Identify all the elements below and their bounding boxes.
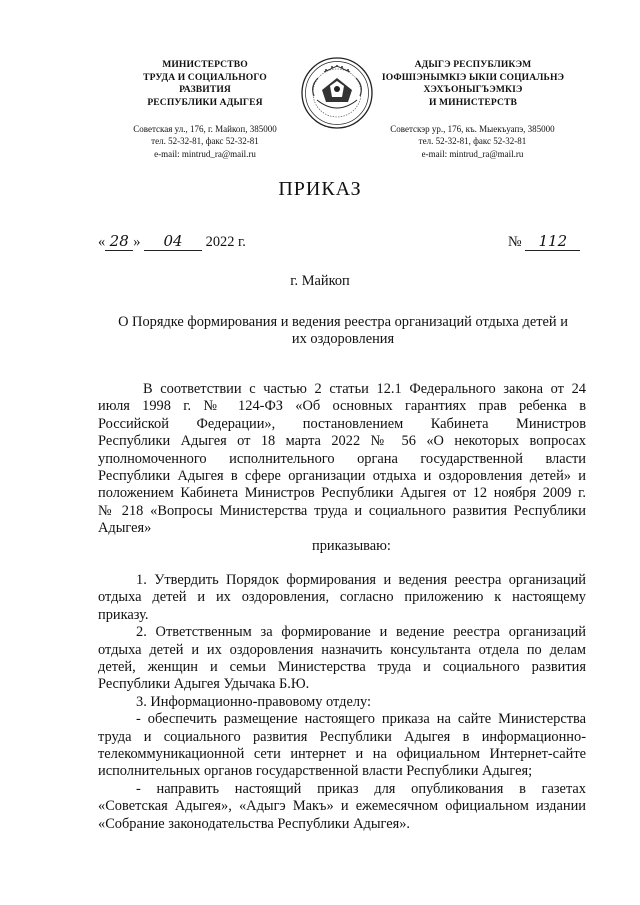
text-line: Адыгея»: [98, 520, 152, 537]
text-line: В соответствии с частью 2 статьи 12.1 Федерального закона от 24: [143, 381, 586, 397]
subject-line: О Порядке формирования и ведения реестра организаций отдыха детей и: [118, 314, 568, 330]
text-line: Республики Адыгея Удычака Б.Ю.: [98, 676, 310, 693]
ministry-name-ady: [378, 59, 568, 109]
coat-of-arms-emblem: [300, 56, 374, 130]
header-line: АДЫГЭ РЕСПУБЛИКЭМ: [414, 59, 532, 70]
header-line: ХЭХЪОНЫГЪЭМКIЭ: [423, 84, 523, 96]
text-line: 2. Ответственным за формирование и ведение реестра организаций: [136, 624, 586, 641]
date-month: 04: [144, 233, 202, 251]
text-line: Российской Федерации», постановлением Кабинета Министров: [98, 415, 586, 432]
text-line: «Советская Адыгея», «Адыгэ Макъ» и ежемесячном официальном издании: [98, 798, 586, 815]
text-line: отдыха детей и их оздоровления назначить консультанта отдела по делам: [98, 641, 586, 658]
ministry-address-ru: [115, 123, 295, 160]
text-line: № 218 «Вопросы Министерства труда и социального развития Республики: [98, 502, 586, 519]
address-line: Советскэр ур., 176, къ. Мыекъуапэ, 385000: [390, 124, 555, 134]
header-line: ТРУДА И СОЦИАЛЬНОГО: [143, 71, 267, 83]
header-line: РАЗВИТИЯ: [179, 84, 231, 96]
number-prefix: №: [508, 234, 522, 250]
date-day: 28: [105, 233, 133, 251]
ministry-address-ady: [375, 123, 570, 160]
header-line: И МИНИСТЕРСТВ: [428, 96, 518, 108]
text-line: 3. Информационно-правовому отделу:: [136, 693, 372, 710]
text-line: июля 1998 г. № 124-ФЗ «Об основных гарантиях прав ребенка в: [98, 398, 586, 415]
order-items: [98, 572, 586, 833]
date-open-quote: «: [98, 234, 106, 250]
text-line: 1. Утвердить Порядок формирования и ведения реестра организаций: [136, 572, 586, 588]
text-line: труда и социального развития Республики Адыгея в информационно-: [98, 728, 586, 745]
text-line: приказу.: [98, 606, 149, 623]
text-line: телекоммуникационной сети интернет и на официальном Интернет-сайте: [98, 746, 586, 763]
city: г. Майкоп: [290, 273, 350, 289]
ministry-name-ru: [130, 59, 280, 109]
address-line: e-mail: mintrud_ra@mail.ru: [154, 148, 256, 159]
preamble: [98, 381, 586, 538]
order-subject: [98, 314, 588, 349]
order-number: [508, 233, 598, 251]
document-title: ПРИКАЗ: [278, 178, 362, 200]
date-close-quote: »: [133, 234, 141, 250]
text-line: положением Кабинета Министров Республики Адыгея от 12 ноября 2009 г.: [98, 485, 586, 502]
text-line: Республики Адыгея в сфере организации отдыха и оздоровления детей» и: [98, 468, 586, 485]
order-word: приказываю:: [312, 538, 391, 554]
text-line: отдыха детей и их оздоровления, согласно приложению к настоящему: [98, 589, 586, 606]
order-date: [98, 233, 298, 251]
address-line: тел. 52-32-81, факс 52-32-81: [151, 136, 259, 147]
number-value: 112: [525, 233, 580, 251]
text-line: - направить настоящий приказ для опубликования в газетах: [136, 780, 586, 797]
header-line: РЕСПУБЛИКИ АДЫГЕЯ: [147, 96, 263, 108]
text-line: уполномоченного исполнительного органа государственной власти: [98, 450, 586, 467]
address-line: Советская ул., 176, г. Майкоп, 385000: [133, 124, 277, 134]
text-line: детей, женщин и семьи Министерства труда и социального развития: [98, 659, 586, 676]
address-line: e-mail: mintrud_ra@mail.ru: [421, 148, 524, 159]
text-line: - обеспечить размещение настоящего приказа на сайте Министерства: [136, 711, 586, 728]
address-line: тел. 52-32-81, факс 52-32-81: [418, 136, 527, 147]
text-line: «Собрание законодательства Республики Адыгея».: [98, 815, 410, 832]
date-year: 2022 г.: [205, 234, 246, 250]
header-line: МИНИСТЕРСТВО: [162, 59, 248, 70]
header-line: IОФШIЭНЫМКIЭ ЫКIИ СОЦИАЛЬНЭ: [381, 71, 565, 83]
text-line: исполнительных органов государственной власти Республики Адыгея;: [98, 763, 533, 780]
text-line: Республики Адыгея от 18 марта 2022 № 56 «О некоторых вопросах: [98, 433, 586, 450]
subject-line: их оздоровления: [291, 331, 395, 348]
